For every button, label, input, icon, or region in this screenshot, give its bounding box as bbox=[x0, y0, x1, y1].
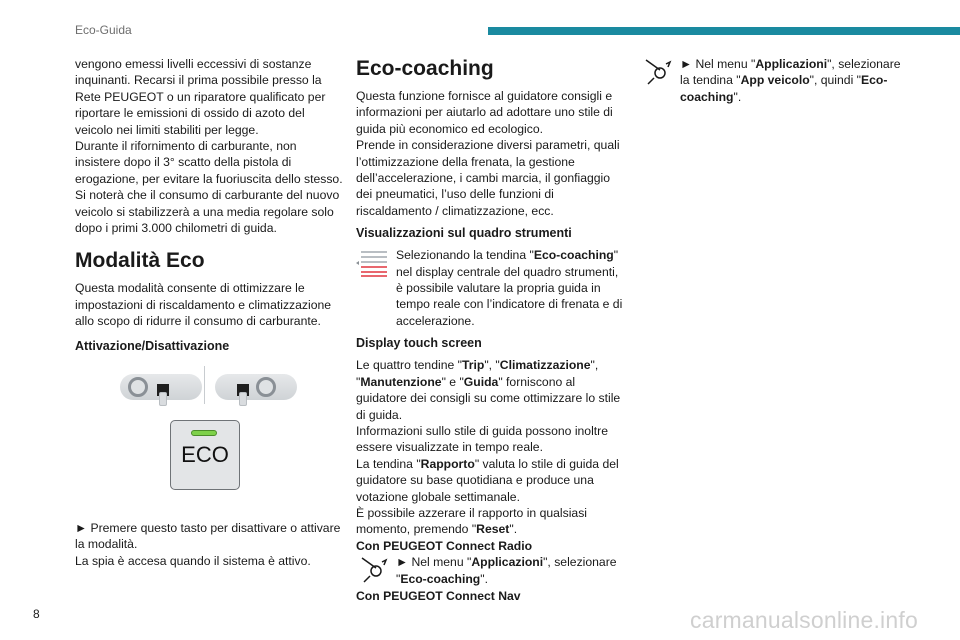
report-text-b: " valuta lo stile di guida del guidatore su base quotidiana e produce una votazione globale settimanale. bbox=[356, 456, 619, 504]
pedal-icon bbox=[159, 392, 167, 406]
radio-text-c: ". bbox=[480, 571, 488, 586]
tabs-sep: ", " bbox=[356, 358, 599, 389]
eco-button-label: ECO bbox=[181, 441, 229, 467]
radio-text-a: ► Nel menu " bbox=[396, 555, 472, 570]
parameters-paragraph: Prende in considerazione diversi parametri, quali l’ottimizzazione della frenata, la gestione dell’accelerazione, i cambi marcia, il gonfiaggio dei pneumatici, l’uso delle funzioni di riscaldamento / climatizzazione, ecc. bbox=[356, 138, 620, 218]
radio-item-name: Eco-coaching bbox=[400, 571, 481, 586]
led-paragraph: La spia è accesa quando il sistema è attivo. bbox=[75, 553, 311, 568]
eco-button bbox=[170, 420, 240, 490]
nav-menu-name: Applicazioni bbox=[755, 57, 828, 71]
pedal-icon bbox=[239, 392, 247, 406]
eco-indicator-led bbox=[191, 430, 217, 436]
consumption-paragraph: Si noterà che il consumo di carburante del nuovo veicolo si stabilizzerà a una media regolare solo dopo i primi 3.000 chilometri di guida. bbox=[75, 188, 340, 236]
tab-name-guida: Guida bbox=[463, 374, 499, 389]
nav-text-b: ", selezionare la tendina " bbox=[680, 57, 901, 88]
tabs-sep: ", " bbox=[484, 358, 500, 373]
dashboard-instruction bbox=[356, 247, 624, 329]
radio-heading: Con PEUGEOT Connect Radio bbox=[356, 538, 533, 553]
page-number: 8 bbox=[33, 607, 40, 621]
dashboard-bold: Eco-coaching bbox=[533, 248, 614, 263]
applications-icon bbox=[356, 554, 390, 586]
dashboard-heading: Visualizzazioni sul quadro strumenti bbox=[356, 226, 572, 241]
radio-menu-name: Applicazioni bbox=[471, 555, 544, 570]
eco-coaching-heading: Eco-coaching bbox=[356, 57, 494, 80]
tabs-text-b: " forniscono al guidatore dei consigli su come ottimizzare lo stile di guida. bbox=[356, 374, 621, 422]
radio-instruction bbox=[356, 554, 624, 588]
applications-icon bbox=[640, 56, 674, 88]
nav-text-c: ", quindi " bbox=[809, 73, 861, 88]
tab-name-rapporto: Rapporto bbox=[420, 456, 475, 471]
eco-button-illustration bbox=[75, 362, 345, 512]
reset-paragraph bbox=[356, 505, 624, 538]
radio-text-b: ", selezionare " bbox=[396, 555, 617, 586]
illustration-divider bbox=[204, 366, 205, 404]
tab-name-climatizzazione: Climatizzazione bbox=[499, 358, 591, 373]
tabs-text-a: Le quattro tendine " bbox=[356, 358, 462, 373]
steering-wheel-icon bbox=[128, 377, 148, 397]
reset-keyword: Reset bbox=[476, 522, 510, 537]
nav-text-a: ► Nel menu " bbox=[680, 57, 756, 71]
reset-text-b: ". bbox=[509, 522, 518, 537]
nav-instruction bbox=[640, 56, 910, 105]
dashboard-text-b: " nel display centrale del quadro strumenti, è possibile valutare la propria guida in tempo reale con l’indicatore di frenata e di accelerazione. bbox=[396, 248, 623, 328]
instrument-panel-icon bbox=[356, 247, 390, 279]
nav-item-name: Eco-coaching bbox=[680, 73, 888, 104]
column-middle bbox=[356, 56, 624, 605]
watermark: carmanualsonline.info bbox=[690, 607, 918, 633]
nav-heading: Con PEUGEOT Connect Nav bbox=[356, 589, 521, 604]
steering-wheel-icon bbox=[256, 377, 276, 397]
refuel-paragraph: Durante il rifornimento di carburante, non insistere dopo il 3° scatto della pistola di erogazione, per evitare la fuoriuscita dello stesso. bbox=[75, 139, 343, 186]
tabs-paragraph bbox=[356, 357, 624, 423]
tabs-sep: " e " bbox=[441, 374, 464, 389]
header-accent-bar bbox=[488, 27, 960, 35]
touch-screen-heading: Display touch screen bbox=[356, 336, 482, 351]
report-text-a: La tendina " bbox=[356, 456, 421, 471]
tab-name-trip: Trip bbox=[461, 358, 485, 373]
column-right bbox=[640, 56, 910, 105]
nav-text-d: ". bbox=[733, 89, 742, 104]
intro-paragraph: vengono emessi livelli eccessivi di sostanze inquinanti. Recarsi il prima possibile presso la Rete PEUGEOT o un riparatore qualificato per riportare le emissioni di ossido di azoto del veicolo nei limiti stabiliti per legge. bbox=[75, 57, 326, 137]
activation-heading: Attivazione/Disattivazione bbox=[75, 338, 230, 353]
tab-name-manutenzione: Manutenzione bbox=[360, 374, 442, 389]
eco-mode-paragraph: Questa modalità consente di ottimizzare le impostazioni di riscaldamento e climatizzazione allo scopo di ridurre il consumo di carburante. bbox=[75, 281, 332, 329]
realtime-paragraph: Informazioni sullo stile di guida possono inoltre essere visualizzate in tempo reale. bbox=[356, 423, 609, 455]
report-paragraph bbox=[356, 456, 624, 505]
reset-text-a: È possibile azzerare il rapporto in qualsiasi momento, premendo " bbox=[356, 505, 588, 537]
nav-tab-name: App veicolo bbox=[740, 73, 810, 88]
column-left bbox=[75, 56, 345, 569]
running-header: Eco-Guida bbox=[75, 23, 132, 37]
dashboard-text-a: Selezionando la tendina " bbox=[396, 248, 534, 263]
eco-mode-heading: Modalità Eco bbox=[75, 249, 205, 273]
press-instruction: ► Premere questo tasto per disattivare o attivare la modalità. bbox=[75, 520, 341, 552]
coaching-paragraph: Questa funzione fornisce al guidatore consigli e informazioni per aiutarlo ad adottare uno stile di guida più economico ed ecologico. bbox=[356, 89, 613, 136]
